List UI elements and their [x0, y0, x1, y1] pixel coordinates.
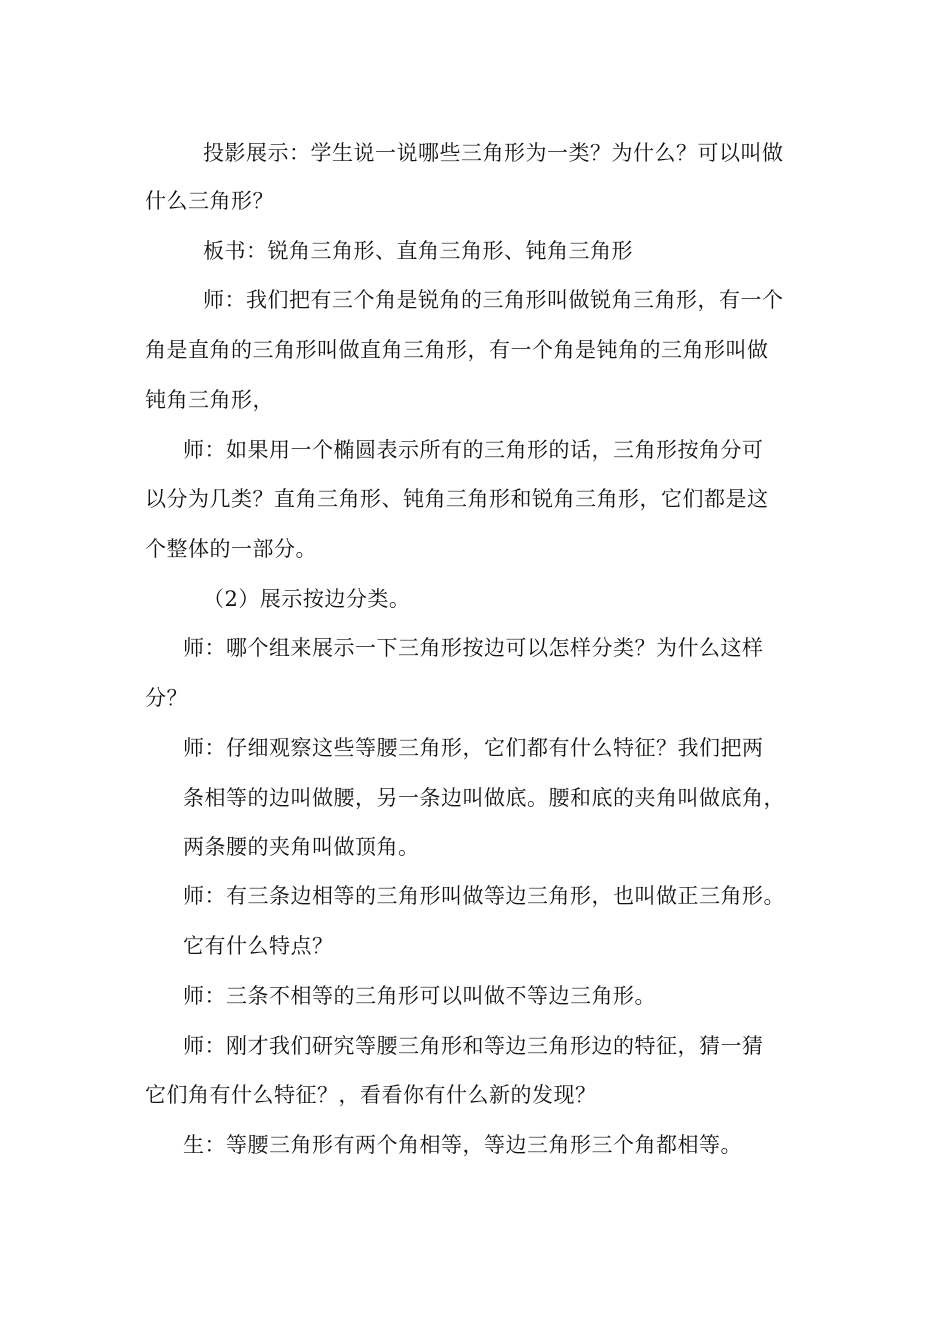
text-line-15: 两条腰的夹角叫做顶角。 — [183, 835, 420, 859]
text-line-21: 生：等腰三角形有两个角相等，等边三角形三个角都相等。 — [183, 1133, 742, 1157]
text-line-16: 师：有三条边相等的三角形叫做等边三角形，也叫做正三角形。 — [183, 884, 785, 908]
text-line-3: 板书：锐角三角形、直角三角形、钝角三角形 — [203, 239, 633, 263]
text-line-9: 个整体的一部分。 — [145, 537, 317, 561]
text-line-10: （2）展示按边分类。 — [203, 587, 411, 611]
text-line-6: 钝角三角形， — [145, 388, 274, 412]
text-line-11: 师：哪个组来展示一下三角形按边可以怎样分类？为什么这样 — [183, 636, 764, 660]
text-line-17: 它有什么特点？ — [183, 934, 334, 958]
text-line-18: 师：三条不相等的三角形可以叫做不等边三角形。 — [183, 984, 656, 1008]
text-line-1: 投影展示：学生说一说哪些三角形为一类？为什么？可以叫做 — [203, 141, 784, 165]
text-line-8: 以分为几类？直角三角形、钝角三角形和锐角三角形，它们都是这 — [145, 487, 769, 511]
text-line-4: 师：我们把有三个角是锐角的三角形叫做锐角三角形，有一个 — [203, 288, 784, 312]
text-line-20: 它们角有什么特征？，看看你有什么新的发现？ — [145, 1083, 597, 1107]
text-line-14: 条相等的边叫做腰，另一条边叫做底。腰和底的夹角叫做底角， — [183, 786, 785, 810]
text-line-2: 什么三角形？ — [145, 189, 274, 213]
text-line-19: 师：刚才我们研究等腰三角形和等边三角形边的特征，猜一猜 — [183, 1034, 764, 1058]
text-line-12: 分？ — [145, 686, 188, 710]
text-line-5: 角是直角的三角形叫做直角三角形，有一个角是钝角的三角形叫做 — [145, 338, 769, 362]
text-line-7: 师：如果用一个椭圆表示所有的三角形的话，三角形按角分可 — [183, 438, 764, 462]
text-line-13: 师：仔细观察这些等腰三角形，它们都有什么特征？我们把两 — [183, 736, 764, 760]
